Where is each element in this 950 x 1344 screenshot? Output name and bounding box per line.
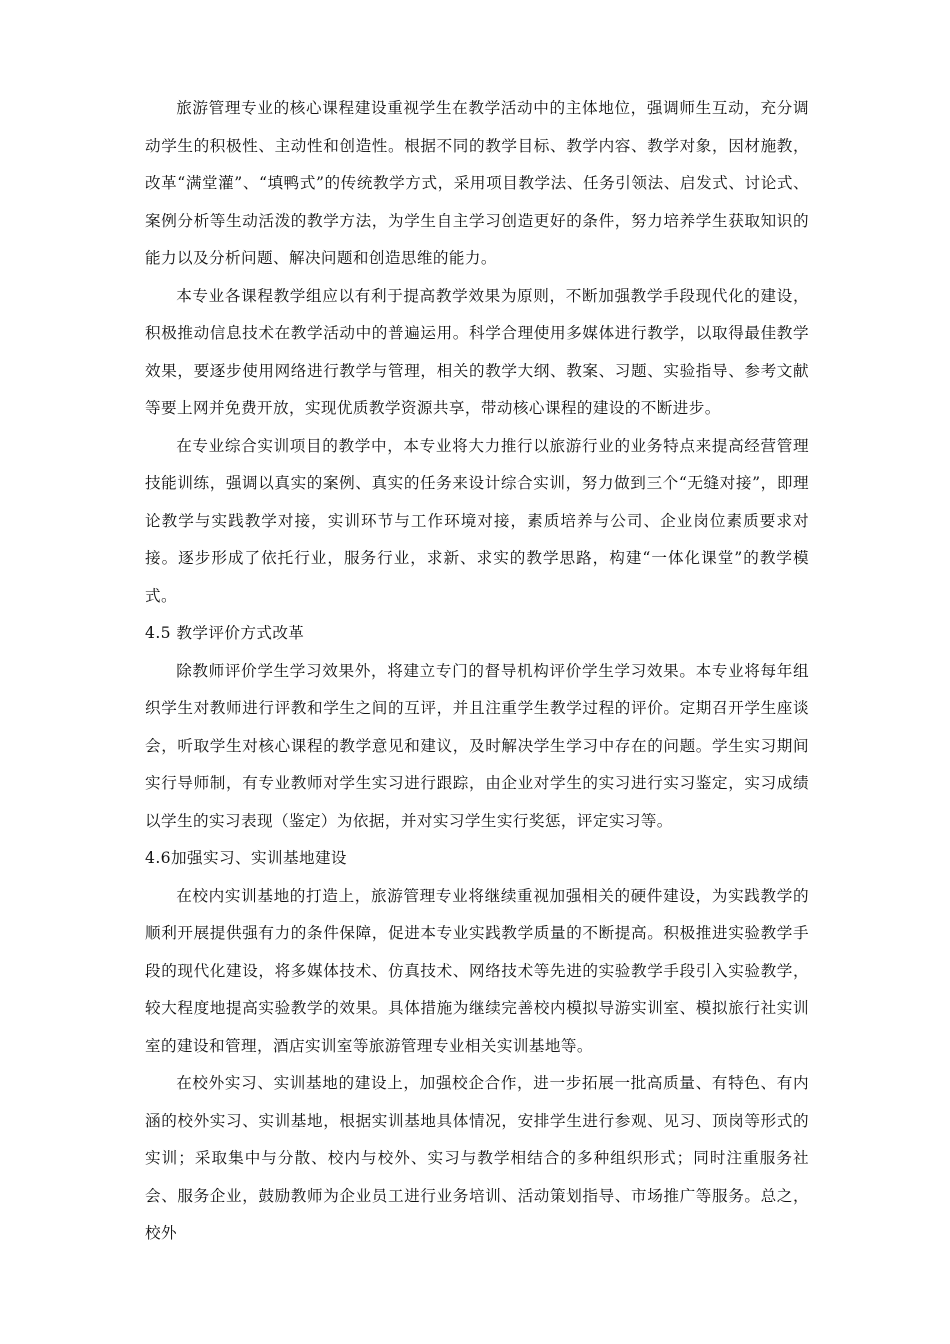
paragraph-comprehensive-training: 在专业综合实训项目的教学中，本专业将大力推行以旅游行业的业务特点来提高经营管理技能训练，强调以真实的案例、真实的任务来设计综合实训，努力做到三个“无缝对接”，即理论教学与实践教学对接，实训环节与工作环境对接，素质培养与公司、企业岗位素质要求对接。逐步形成了依托行业，服务行业，求新、求实的教学思路，构建“一体化课堂”的教学模式。 — [145, 436, 809, 605]
paragraph-on-campus-training-base: 在校内实训基地的打造上，旅游管理专业将继续重视加强相关的硬件建设，为实践教学的顺利开展提供强有力的条件保障，促进本专业实践教学质量的不断提高。积极推进实验教学手段的现代化建设，将多媒体技术、仿真技术、网络技术等先进的实验教学手段引入实验教学，较大程度地提高实验教学的效果。具体措施为继续完善校内模拟导游实训室、模拟旅行社实训室的建设和管理，酒店实训室等旅游管理专业相关实训基地等。 — [145, 886, 809, 1055]
section-heading-4-5: 4.5 教学评价方式改革 — [145, 624, 305, 642]
paragraph-off-campus-training-base: 在校外实习、实训基地的建设上，加强校企合作，进一步拓展一批高质量、有特色、有内涵的校外实习、实训基地，根据实训基地具体情况，安排学生进行参观、见习、顶岗等形式的实训；采取集中与分散、校内与校外、实习与教学相结合的多种组织形式；同时注重服务社会、服务企业，鼓励教师为企业员工进行业务培训、活动策划指导、市场推广等服务。总之，校外 — [145, 1074, 809, 1242]
document-body — [145, 90, 809, 1253]
paragraph-teaching-modernization: 本专业各课程教学组应以有利于提高教学效果为原则，不断加强教学手段现代化的建设，积极推动信息技术在教学活动中的普遍运用。科学合理使用多媒体进行教学，以取得最佳教学效果，要逐步使用网络进行教学与管理，相关的教学大纲、教案、习题、实验指导、参考文献等要上网并免费开放，实现优质教学资源共享，带动核心课程的建设的不断进步。 — [145, 286, 809, 417]
paragraph-evaluation-reform: 除教师评价学生学习效果外，将建立专门的督导机构评价学生学习效果。本专业将每年组织学生对教师进行评教和学生之间的互评，并且注重学生教学过程的评价。定期召开学生座谈会，听取学生对核心课程的教学意见和建议，及时解决学生学习中存在的问题。学生实习期间实行导师制，有专业教师对学生实习进行跟踪，由企业对学生的实习进行实习鉴定，实习成绩以学生的实习表现（鉴定）为依据，并对实习学生实行奖惩，评定实习等。 — [145, 661, 809, 830]
paragraph-core-course-teaching: 旅游管理专业的核心课程建设重视学生在教学活动中的主体地位，强调师生互动，充分调动学生的积极性、主动性和创造性。根据不同的教学目标、教学内容、教学对象，因材施教，改革“满堂灌”、“填鸭式”的传统教学方式，采用项目教学法、任务引领法、启发式、讨论式、案例分析等生动活泼的教学方法，为学生自主学习创造更好的条件，努力培养学生获取知识的能力以及分析问题、解决问题和创造思维的能力。 — [145, 99, 809, 267]
section-heading-4-6: 4.6加强实习、实训基地建设 — [145, 849, 347, 867]
